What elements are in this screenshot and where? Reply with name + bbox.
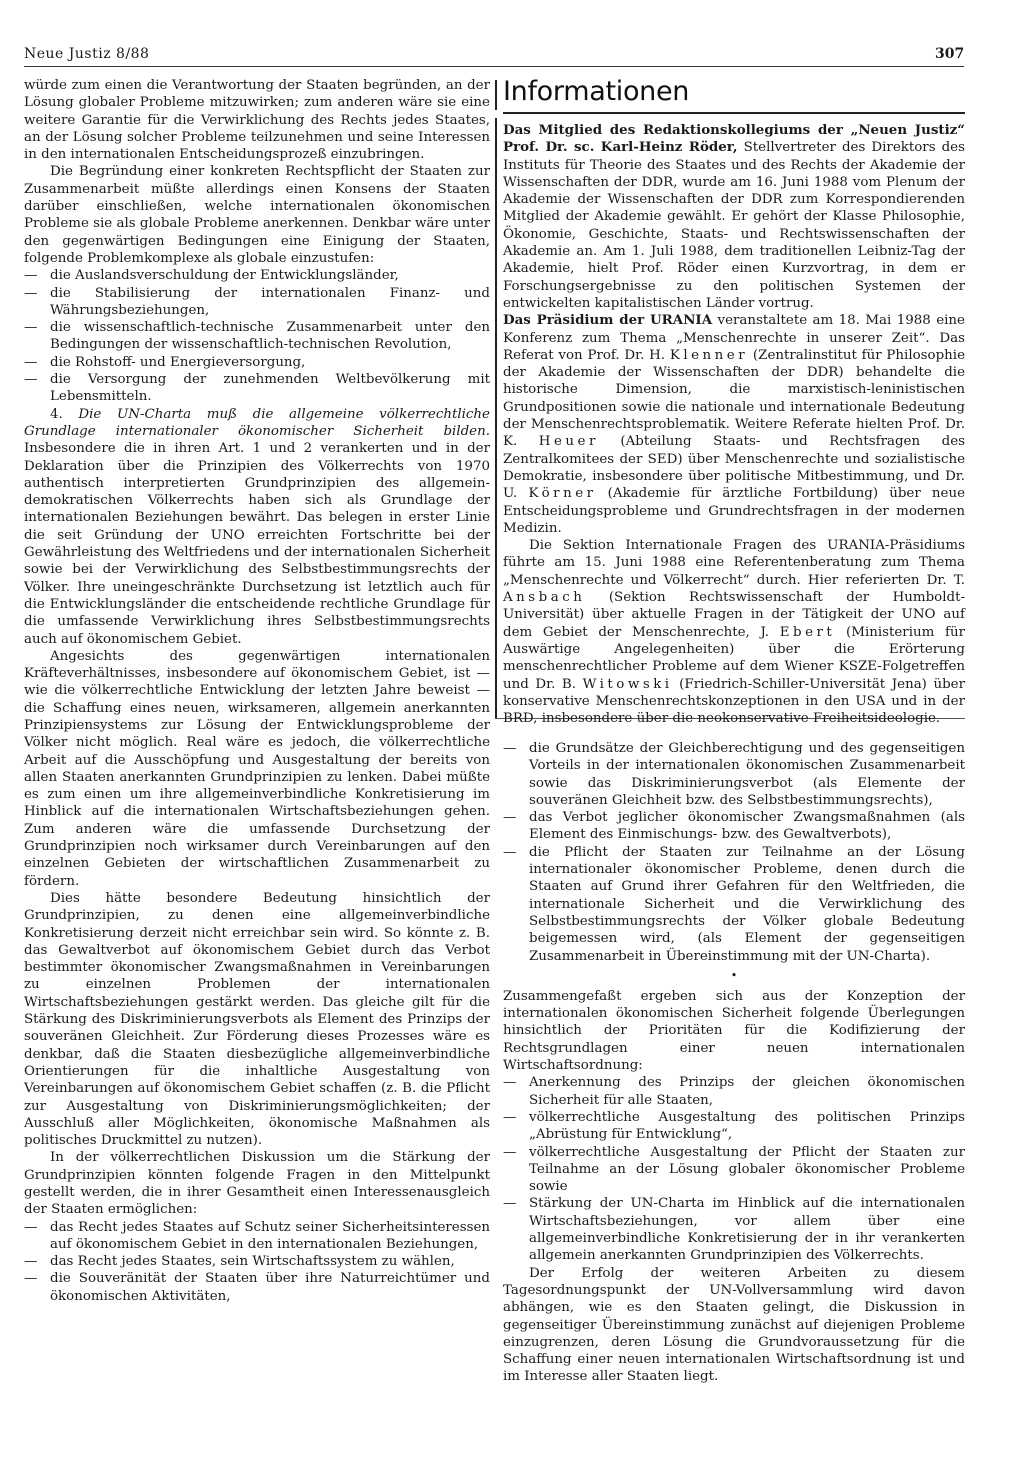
thesis-body: Insbesondere die in ihren Art. 1 und 2 verankerten und in der Deklaration über die Prinzipien des Völkerrechts von 1970 authentisch interpretierten Grundprinzipien des allgemein-demokratischen Völkerrechts haben sich als Grundlage der internationalen Beziehungen bewährt. Das belegen in erster Linie die seit Gründung der UNO erreichten Fortschritte bei der Gewährleistung des Weltfriedens und der internationalen Sicherheit sowie bei der Verwirklichung des Selbstbestimmungsrechts der Völker. Ihre uneingeschränkte Durchsetzung ist letztlich auch für die Entwicklungsländer die entscheidende rechtliche Grundlage für die umfassende Verwirklichung ihres Selbstbestimmungsrechts auch auf ökonomischem Gebiet.: [24, 441, 490, 647]
page-number: 307: [935, 46, 965, 62]
info-item-lead: Das Präsidium der URANIA: [503, 312, 713, 329]
person-name: Ansbach: [503, 590, 586, 606]
header-rule: [24, 66, 964, 67]
thesis-number: 4.: [50, 406, 79, 422]
list-item: — die Souveränität der Staaten über ihre Naturreichtümer und ökonomischen Aktivitäten,: [24, 1270, 490, 1305]
list-item: — Anerkennung des Prinzips der gleichen ökonomischen Sicherheit für alle Staaten,: [503, 1074, 965, 1109]
info-item-text: Die Sektion Internationale Fragen des URANIA-Präsidiums führte am 15. Juni 1988 eine Referentenberatung zum Thema „Menschenrechte und Völkerrecht“ durch. Hier referierten Dr. T.: [503, 538, 965, 588]
info-column: [503, 122, 965, 727]
list-item: — die Rohstoff- und Energieversorgung,: [24, 354, 490, 371]
priorities-list: [503, 1074, 965, 1264]
info-item-text: (Zentralinstitut für Philosophie der Akademie der Wissenschaften der DDR) behandelte die historische Dimension, die marxistisch-leninistischen Grundpositionen sowie die nationale und internationale Bedeutung der Menschenrechtsproblematik. Weitere Referate hielten Prof. Dr. K.: [503, 347, 965, 450]
rights-list: [24, 1219, 490, 1305]
list-item: — die Auslandsverschuldung der Entwicklungsländer,: [24, 267, 490, 284]
paragraph: In der völkerrechtlichen Diskussion um die Stärkung der Grundprinzipien könnten folgende Fragen in den Mittelpunkt gestellt werden, die in ihrer Gesamtheit einen Interessenausgleich der Staaten ermöglichen:: [24, 1150, 490, 1218]
info-item-text: (Ministerium für Auswärtige Angelegenheiten) über die Erörterung menschenrechtlicher Probleme auf dem Wiener KSZE-Folgetreffen und Dr. B.: [503, 624, 965, 692]
left-column: [24, 77, 490, 1305]
info-title-rule: [503, 112, 965, 114]
list-item: — die Pflicht der Staaten zur Teilnahme an der Lösung internationaler ökonomischer Probleme, denen durch die Staaten auf Grund ihrer Gefahren für den Weltfrieden, die internationale Sicherheit und die Verwirklichung des Selbstbestimmungsrechts der Völker globale Bedeutung beigemessen wird, (als Element der gegenseitigen Zusammenarbeit in Übereinstimmung mit der UN-Charta).: [503, 844, 965, 965]
list-item: — das Verbot jeglicher ökonomischer Zwangsmaßnahmen (als Element des Einmischungs- bzw. des Gewaltverbots),: [503, 809, 965, 844]
paragraph: Angesichts des gegenwärtigen internationalen Kräfteverhältnisses, insbesondere auf ökonomischem Gebiet, ist — wie die völkerrechtliche Entwicklung der letzten Jahre beweist — die Schaffung eines neuen, wirksameren, allgemein anerkannten Prinzipiensystems zur Lösung der Entwicklungsprobleme der Völker nicht möglich. Real wäre es jedoch, die völkerrechtliche Arbeit auf die Ausschöpfung und Ausgestaltung der bereits von allen Staaten anerkannten Grundprinzipien zu lenken. Dabei müßte es zum einen um ihre allgemeinverbindliche Konkretisierung im Hinblick auf die internationalen Wirtschaftsbeziehungen gehen. Zum anderen wäre die umfassende Durchsetzung der Grundprinzipien noch wirksamer durch Vereinbarungen auf den einzelnen Gebieten der wirtschaftlichen Zusammenarbeit zu fördern.: [24, 648, 490, 889]
list-item: — die wissenschaftlich-technische Zusammenarbeit unter den Bedingungen der wissenschaftlich-technischen Revolution,: [24, 319, 490, 354]
list-item: — völkerrechtliche Ausgestaltung der Pflicht der Staaten zur Teilnahme an der Lösung globaler ökonomischer Probleme sowie: [503, 1144, 965, 1196]
paragraph: Zusammengefaßt ergeben sich aus der Konzeption der internationalen ökonomischen Sicherheit folgende Überlegungen hinsichtlich der Prioritäten für die Kodifizierung der Rechtsgrundlagen einer neuen internationalen Wirtschaftsordnung:: [503, 988, 965, 1074]
section-separator: •: [730, 968, 738, 982]
info-item-text: veranstaltete am 18. Mai 1988 eine Konferenz zum Thema „Menschenrechte in unserer Zeit“. Das Referat von Prof. Dr. H.: [503, 313, 965, 363]
info-item-text: Stellvertreter des Direktors des Instituts für Theorie des Staates und des Rechts der Akademie der Wissenschaften der DDR, wurde am 16. Juni 1988 vom Plenum der Akademie der Wissenschaften der DDR zum Korrespondierenden Mitglied der Akademie gewählt. Er gehört der Klasse Philosophie, Ökonomie, Geschichte, Staats- und Rechtswissenschaften der Akademie an. Am 1. Juli 1988, dem traditionellen Leibniz-Tag der Akademie, hielt Prof. Röder einen Kurzvortrag, in dem er Forschungsergebnisse zu den politischen Systemen der entwickelten kapitalistischen Länder vortrug.: [503, 140, 965, 311]
principles-list: [503, 740, 965, 965]
info-title-bar: [495, 80, 497, 110]
list-item: — das Recht jedes Staates auf Schutz seiner Sicherheitsinteressen auf ökonomischem Gebiet in den internationalen Beziehungen,: [24, 1219, 490, 1254]
person-name: Körner: [528, 486, 597, 502]
paragraph: würde zum einen die Verantwortung der Staaten begründen, an der Lösung globaler Probleme mitzuwirken; zum anderen wäre sie eine weitere Garantie für die Verwirklichung des Rechts jedes Staates, an der Lösung solcher Probleme teilzunehmen und seine Interessen in den internationalen Entscheidungsprozeß einzubringen.: [24, 78, 490, 163]
person-name: Witowski: [582, 676, 673, 692]
info-box-border: [495, 118, 497, 718]
info-item-roeder: [503, 122, 965, 312]
right-column: [503, 740, 965, 1386]
info-item-text: (Abteilung Staats- und Rechtsfragen des Zentralkomitees der SED) über Menschenrechte und sozialistische Demokratie, insbesondere über politische Mitbestimmung, und Dr. U.: [503, 434, 965, 502]
person-name: Ebert: [779, 624, 836, 640]
info-item-text: (Sektion Rechtswissenschaft der Humboldt-Universität) über aktuelle Fragen in der Tätigkeit der UNO auf dem Gebiet der Menschenrechte, J.: [503, 590, 965, 640]
list-item: — die Stabilisierung der internationalen Finanz- und Währungsbeziehungen,: [24, 285, 490, 320]
info-item-sektion: [503, 537, 965, 727]
person-name: Heuer: [538, 434, 599, 450]
info-item-urania: [503, 312, 965, 537]
list-item: — Stärkung der UN-Charta im Hinblick auf die internationalen Wirtschaftsbeziehungen, vor allem über eine allgemeinverbindliche Konkretisierung der in ihr verankerten allgemein anerkannten Grundprinzipien des Völkerrechts.: [503, 1195, 965, 1264]
person-name: Klenner: [669, 347, 749, 363]
list-item: — die Grundsätze der Gleichberechtigung und des gegenseitigen Vorteils in der internationalen ökonomischen Zusammenarbeit sowie das Diskriminierungsverbot (als Elemente der souveränen Gleichheit bzw. des Selbstbestimmungsrechts),: [503, 740, 965, 809]
list-item: — die Versorgung der zunehmenden Weltbevölkerung mit Lebensmitteln.: [24, 371, 490, 406]
info-item-lead: Das Mitglied des Redaktionskollegiums der „Neuen Justiz“ Prof. Dr. sc. Karl-Heinz Röder,: [503, 122, 965, 156]
paragraph: Dies hätte besondere Bedeutung hinsichtlich der Grundprinzipien, zu denen eine allgemeinverbindliche Konkretisierung derzeit nicht erreichbar sein wird. So könnte z. B. das Gewaltverbot auf ökonomischem Gebiet durch das Verbot bestimmter ökonomischer Zwangsmaßnahmen in Vereinbarungen zu einzelnen Problemen der internationalen Wirtschaftsbeziehungen gestärkt werden. Das gleiche gilt für die Stärkung des Diskriminierungsverbots als Element des Prinzips der souveränen Gleichheit. Zur Förderung dieses Prozesses wäre es denkbar, daß die Staaten diesbezügliche allgemeinverbindliche Orientierungen für die inhaltliche Ausgestaltung von Vereinbarungen auf ökonomischem Gebiet schaffen (z. B. die Pflicht zur Ausgestaltung von Diskriminierungsmöglichkeiten; der Ausschluß aller Möglichkeiten, ökonomische Maßnahmen als politisches Druckmittel zu nutzen).: [24, 890, 490, 1149]
running-header: Neue Justiz 8/88: [24, 46, 150, 62]
info-item-text: (Akademie für ärztliche Fortbildung) über neue Entscheidungsprobleme und Grundrechtsfragen in der modernen Medizin.: [503, 486, 965, 536]
list-item: — völkerrechtliche Ausgestaltung des politischen Prinzips „Abrüstung für Entwicklung“,: [503, 1109, 965, 1144]
problem-list: [24, 267, 490, 405]
thesis-heading: Die UN-Charta muß die allgemeine völkerrechtliche Grundlage internationaler ökonomischer Sicherheit bilden.: [24, 406, 490, 439]
info-section-title: Informationen: [503, 76, 690, 107]
info-item-text: (Friedrich-Schiller-Universität Jena) über konservative Menschenrechtskonzeptionen in den USA und in der BRD, insbesondere über die neokonservative Freiheitsideologie.: [503, 676, 966, 727]
paragraph: Die Begründung einer konkreten Rechtspflicht der Staaten zur Zusammenarbeit müßte allerdings einen Konsens der Staaten darüber einschließen, welche internationalen ökonomischen Probleme sie als globale Probleme anerkennen. Denkbar wäre unter den gegenwärtigen Bedingungen eine Einigung der Staaten, folgende Problemkomplexe als globale einzustufen:: [24, 164, 490, 266]
list-item: — das Recht jedes Staates, sein Wirtschaftssystem zu wählen,: [24, 1253, 490, 1270]
paragraph: Der Erfolg der weiteren Arbeiten zu diesem Tagesordnungspunkt der UN-Vollversammlung wird davon abhängen, wie es den Staaten gelingt, die Diskussion in gegenseitiger Übereinstimmung zunächst auf diejenigen Probleme einzugrenzen, deren Lösung die Grundvoraussetzung für die Schaffung einer neuen internationalen Wirtschaftsordnung ist und im Interesse aller Staaten liegt.: [503, 1265, 965, 1385]
thesis-paragraph: [24, 406, 490, 648]
